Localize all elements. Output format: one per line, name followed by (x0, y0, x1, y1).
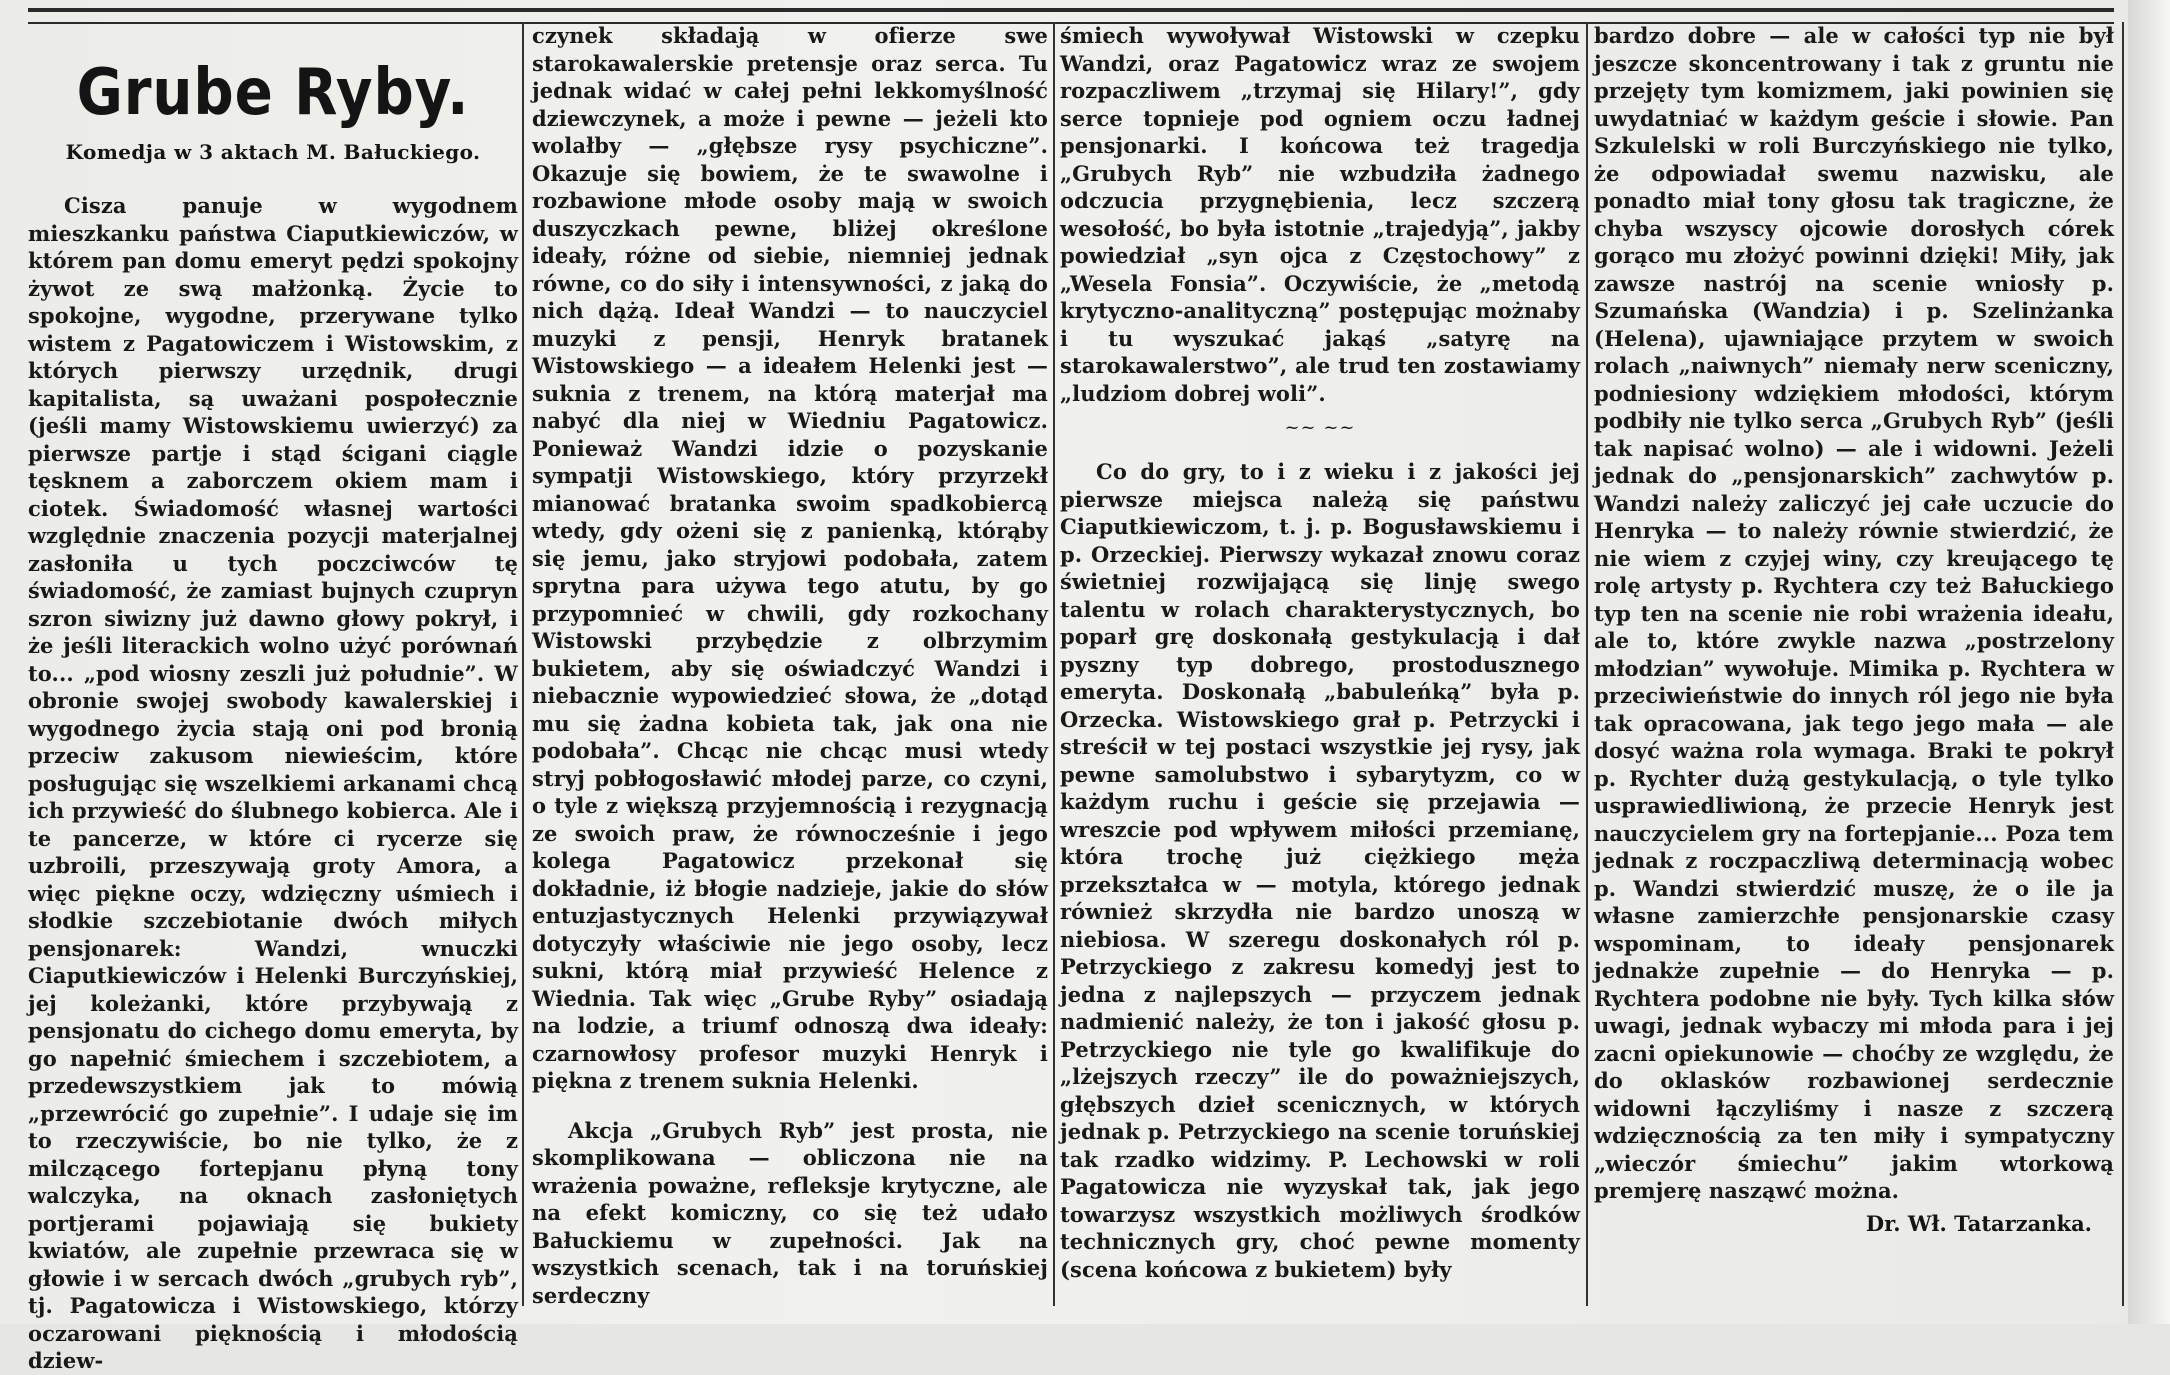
paragraph: Akcja „Grubych Ryb” jest prosta, nie skomplikowana — obliczona nie na wrażenia poważne, refleksje krytyczne, ale na efekt komiczny, co się też udało Bałuckiemu w zupełności. Jak na wszystkich scenach, tak i na toruńskiej serdeczny (532, 1117, 1048, 1308)
paragraph: czynek składają w ofierze swe starokawalerskie pretensje oraz serca. Tu jednak widać w całej pełni lekkomyślność dziewczynek, a może i pewne — jeżeli kto wolałby — „głębsze rysy psychiczne”. Okazuje się bowiem, że te swawolne i rozbawione młode osoby mają w swoich duszyczkach pewne, bliżej określone ideały, różne od siebie, niemniej jednak równe, co do siły i intensywności, z jaką do nich dążą. Ideał Wandzi — to nauczyciel muzyki z pensji, Henryk bratanek Wistowskiego — a ideałem Helenki jest — suknia z trenem, na którą materjał ma nabyć dla niej w Wiedniu Pagatowicz. Ponieważ Wandzi idzie o pozyskanie sympatji Wistowskiego, który przyrzekł mianować bratanka swoim spadkobiercą wtedy, gdy ożeni się z panienką, którąby się jemu, jako stryjowi podobała, zatem sprytna para używa tego atutu, by go przypomnieć w chwili, gdy rozkochany Wistowski przybędzie z olbrzymim bukietem, aby się oświadczyć Wandzi i niebacznie wypowiedzieć słowa, że „dotąd mu się żadna kobieta tak, jak ona nie podobała”. Chcąc nie chcąc musi wtedy stryj pobłogosławić młodej parze, co czyni, o tyle z większą przyjemnością i rezygnacją ze swoich praw, że równocześnie i jego kolega Pagatowicz przekonał się dokładnie, iż błogie nadzieje, jakie do słów entuzjastycznych Helenki przywiązywał dotyczyły właściwie nie jego osoby, lecz sukni, którą miał przywieść Helence z Wiednia. Tak więc „Grube Ryby” osiadają na lodzie, a triumf odnoszą dwa ideały: czarnowłosy profesor muzyki Henryk i piękna z trenem suknia Helenki. (532, 23, 1048, 1093)
column-4 (1594, 22, 2114, 1306)
column-divider (2122, 22, 2124, 1306)
article-title: Grube Ryby. (76, 56, 470, 130)
paragraph: śmiech wywoływał Wistowski w czepku Wandzi, oraz Pagatowicz wraz ze swojem rozpaczliwem „trzymaj się Hilary!”, gdy serce topnieje pod ogniem oczu ładnej pensjonarki. I końcowa też tragedja „Grubych Ryb” nie wzbudziła żadnego odczucia przygnębienia, lecz szczerą wesołość, bo była istotnie „trajedyją”, jakby powiedział „syn ojca z Częstochowy” z „Wesela Fonsia”. Oczywiście, że „metodą krytyczno-analityczną” postępując możnaby i tu wyszukać jakąś „satyrę na starokawalerstwo”, ale trud ten zostawiamy „ludziom dobrej woli”. (1060, 23, 1580, 406)
page-edge (2128, 0, 2170, 1324)
paragraph: Co do gry, to i z wieku i z jakości jej pierwsze miejsca należą się państwu Ciaputkiewiczom, t. j. p. Bogusławskiemu i p. Orzeckiej. Pierwszy wykazał znowu coraz świetniej rozwijającą się linję swego talentu w rolach charakterystycznych, bo poparł grę doskonałą gestykulacją i dał pyszny typ dobrego, prostodusznego emeryta. Doskonałą „babuleńką” była p. Orzecka. Wistowskiego grał p. Petrzycki i streścił w tej postaci wszystkie jej rysy, jak pewne samolubstwo i sybarytyzm, co w każdym ruchu i geście się przejawia — wreszcie pod wpływem miłości przemianę, która trochę już ciężkiego męża przekształca w — motyla, którego jednak również skrzydła nie bardzo unoszą w niebiosa. W szeregu doskonałych ról p. Petrzyckiego z zakresu komedyj jest to jedna z najlepszych — przyczem jednak nadmienić należy, że ton i jakość głosu p. Petrzyckiego nie tyle go kwalifikuje do „lżejszych rzeczy” ile do poważniejszych, głębszych dzieł scenicznych, w których jednak p. Petrzyckiego na scenie toruńskiej tak rzadko widzimy. P. Lechowski w roli Pagatowicza nie wyzyskał tak, jak jego towarzysz wszystkich możliwych środków technicznych gry, choć pewne momenty (scena końcowa z bukietem) były (1060, 459, 1580, 1282)
article-subtitle: Komedja w 3 aktach M. Bałuckiego. (65, 140, 481, 164)
section-separator: ~~ ~~ (1284, 417, 1356, 438)
author-signature: Dr. Wł. Tatarzanka. (1865, 1210, 2092, 1236)
column-2 (532, 22, 1048, 1306)
column-1 (28, 22, 518, 1373)
paragraph: bardzo dobre — ale w całości typ nie był jeszcze skoncentrowany i tak z gruntu nie przejęty tym komizmem, jaki powinien się uwydatniać w każdym geście i słowie. Pan Szkulelski w roli Burczyńskiego nie tylko, że odpowiadał swemu nazwisku, ale ponadto miał tony głosu tak tragiczne, że chyba wszyscy ojcowie dorosłych córek gorąco mu złożyć powinni dzięki! Miły, jak zawsze nastrój na scenie wniosły p. Szumańska (Wandzia) i p. Szelinżanka (Helena), ujawniające przytem w swoich rolach „naiwnych” niemały nerw sceniczny, podniesiony wdziękiem młodości, którym podbiły nie tylko serca „Grubych Ryb” (jeśli tak napisać wolno) — ale i widowni. Jeżeli jednak do „pensjonarskich” zachwytów p. Wandzi należy zaliczyć jej całe uczucie do Henryka — to należy równie stwierdzić, że nie wiem z czyjej winy, czy kreującego tę rolę artysty p. Rychtera czy też Bałuckiego typ ten na scenie nie robi wrażenia ideału, ale to, które zwykle nazwa „postrzelony młodzian” wywołuje. Mimika p. Rychtera w przeciwieństwie do innych ról jego nie była tak opracowana, jak tego jego mała — ale dosyć ważna rola wymaga. Braki te pokrył p. Rychter dużą gestykulacją, o tyle tylko usprawiedliwioną, że przecie Henryk jest nauczycielem gry na fortepjanie... Poza tem jednak z roczpaczliwą determinacją wobec p. Wandzi stwierdzić muszę, że o ile ja własne zamierzchłe pensjonarskie czasy wspominam, to ideały pensjonarek jednakże zupełnie — do Henryka — p. Rychtera podobne nie były. Tych kilka słów uwagi, jednak wybaczy mi młoda para i jej zacni opiekunowie — choćby ze względu, że do oklasków rozbawionej serdecznie widowni łączyliśmy i nasze z szczerą wdzięcznością za ten miły i sympatyczny „wieczór śmiechu” jakim wtorkową premjerę nasząwć można. (1594, 23, 2114, 1203)
paragraph: Cisza panuje w wygodnem mieszkanku państwa Ciaputkiewiczów, w którem pan domu emeryt pędzi spokojny żywot ze swą małżonką. Życie to spokojne, wygodne, przerywane tylko wistem z Pagatowiczem i Wistowskim, z których pierwszy urzędnik, drugi kapitalista, są uważani pospołecznie (jeśli mamy Wistowskiemu uwierzyć) za pierwsze partje i stąd ścigani ciągle tęsknem a zaborczem okiem mam i ciotek. Świadomość własnej wartości względnie znaczenia pozycji materjalnej zasłoniła u tych poczciwców tę świadomość, że zamiast bujnych czupryn szron siwizny już dawno głowy pokrył, i że jeśli literackich wolno użyć porównań to... „pod wiosny zeszli już południe”. W obronie swojej swobody kawalerskiej i wygodnego życia stają oni pod bronią przeciw zakusom niewieścim, które posługując się wszelkiemi arkanami chcą ich przywieść do ślubnego kobierca. Ale i te pancerze, w które ci rycerze się uzbroili, przeszywają groty Amora, a więc piękne oczy, wdzięczny uśmiech i słodkie szczebiotanie dwóch miłych pensjonarek: Wandzi, wnuczki Ciaputkiewiczów i Helenki Burczyńskiej, jej koleżanki, które przybywają z pensjonatu do cichego domu emeryta, by go napełnić śmiechem i szczebiotem, a przedewszystkiem jak to mówią „przewrócić go zupełnie”. I udaje się im to rzeczywiście, bo nie tylko, że z milczącego fortepjanu płyną tony walczyka, na oknach zasłoniętych portjerami pojawiają się bukiety kwiatów, ale zupełnie przewraca się w głowie i w sercach dwóch „grubych ryb”, tj. Pagatowicza i Wistowskiego, którzy oczarowani pięknością i młodością dziew- (28, 193, 518, 1373)
column-divider (522, 22, 524, 1306)
column-divider (1586, 22, 1588, 1306)
column-3 (1060, 22, 1580, 1306)
column-divider (1053, 22, 1055, 1306)
